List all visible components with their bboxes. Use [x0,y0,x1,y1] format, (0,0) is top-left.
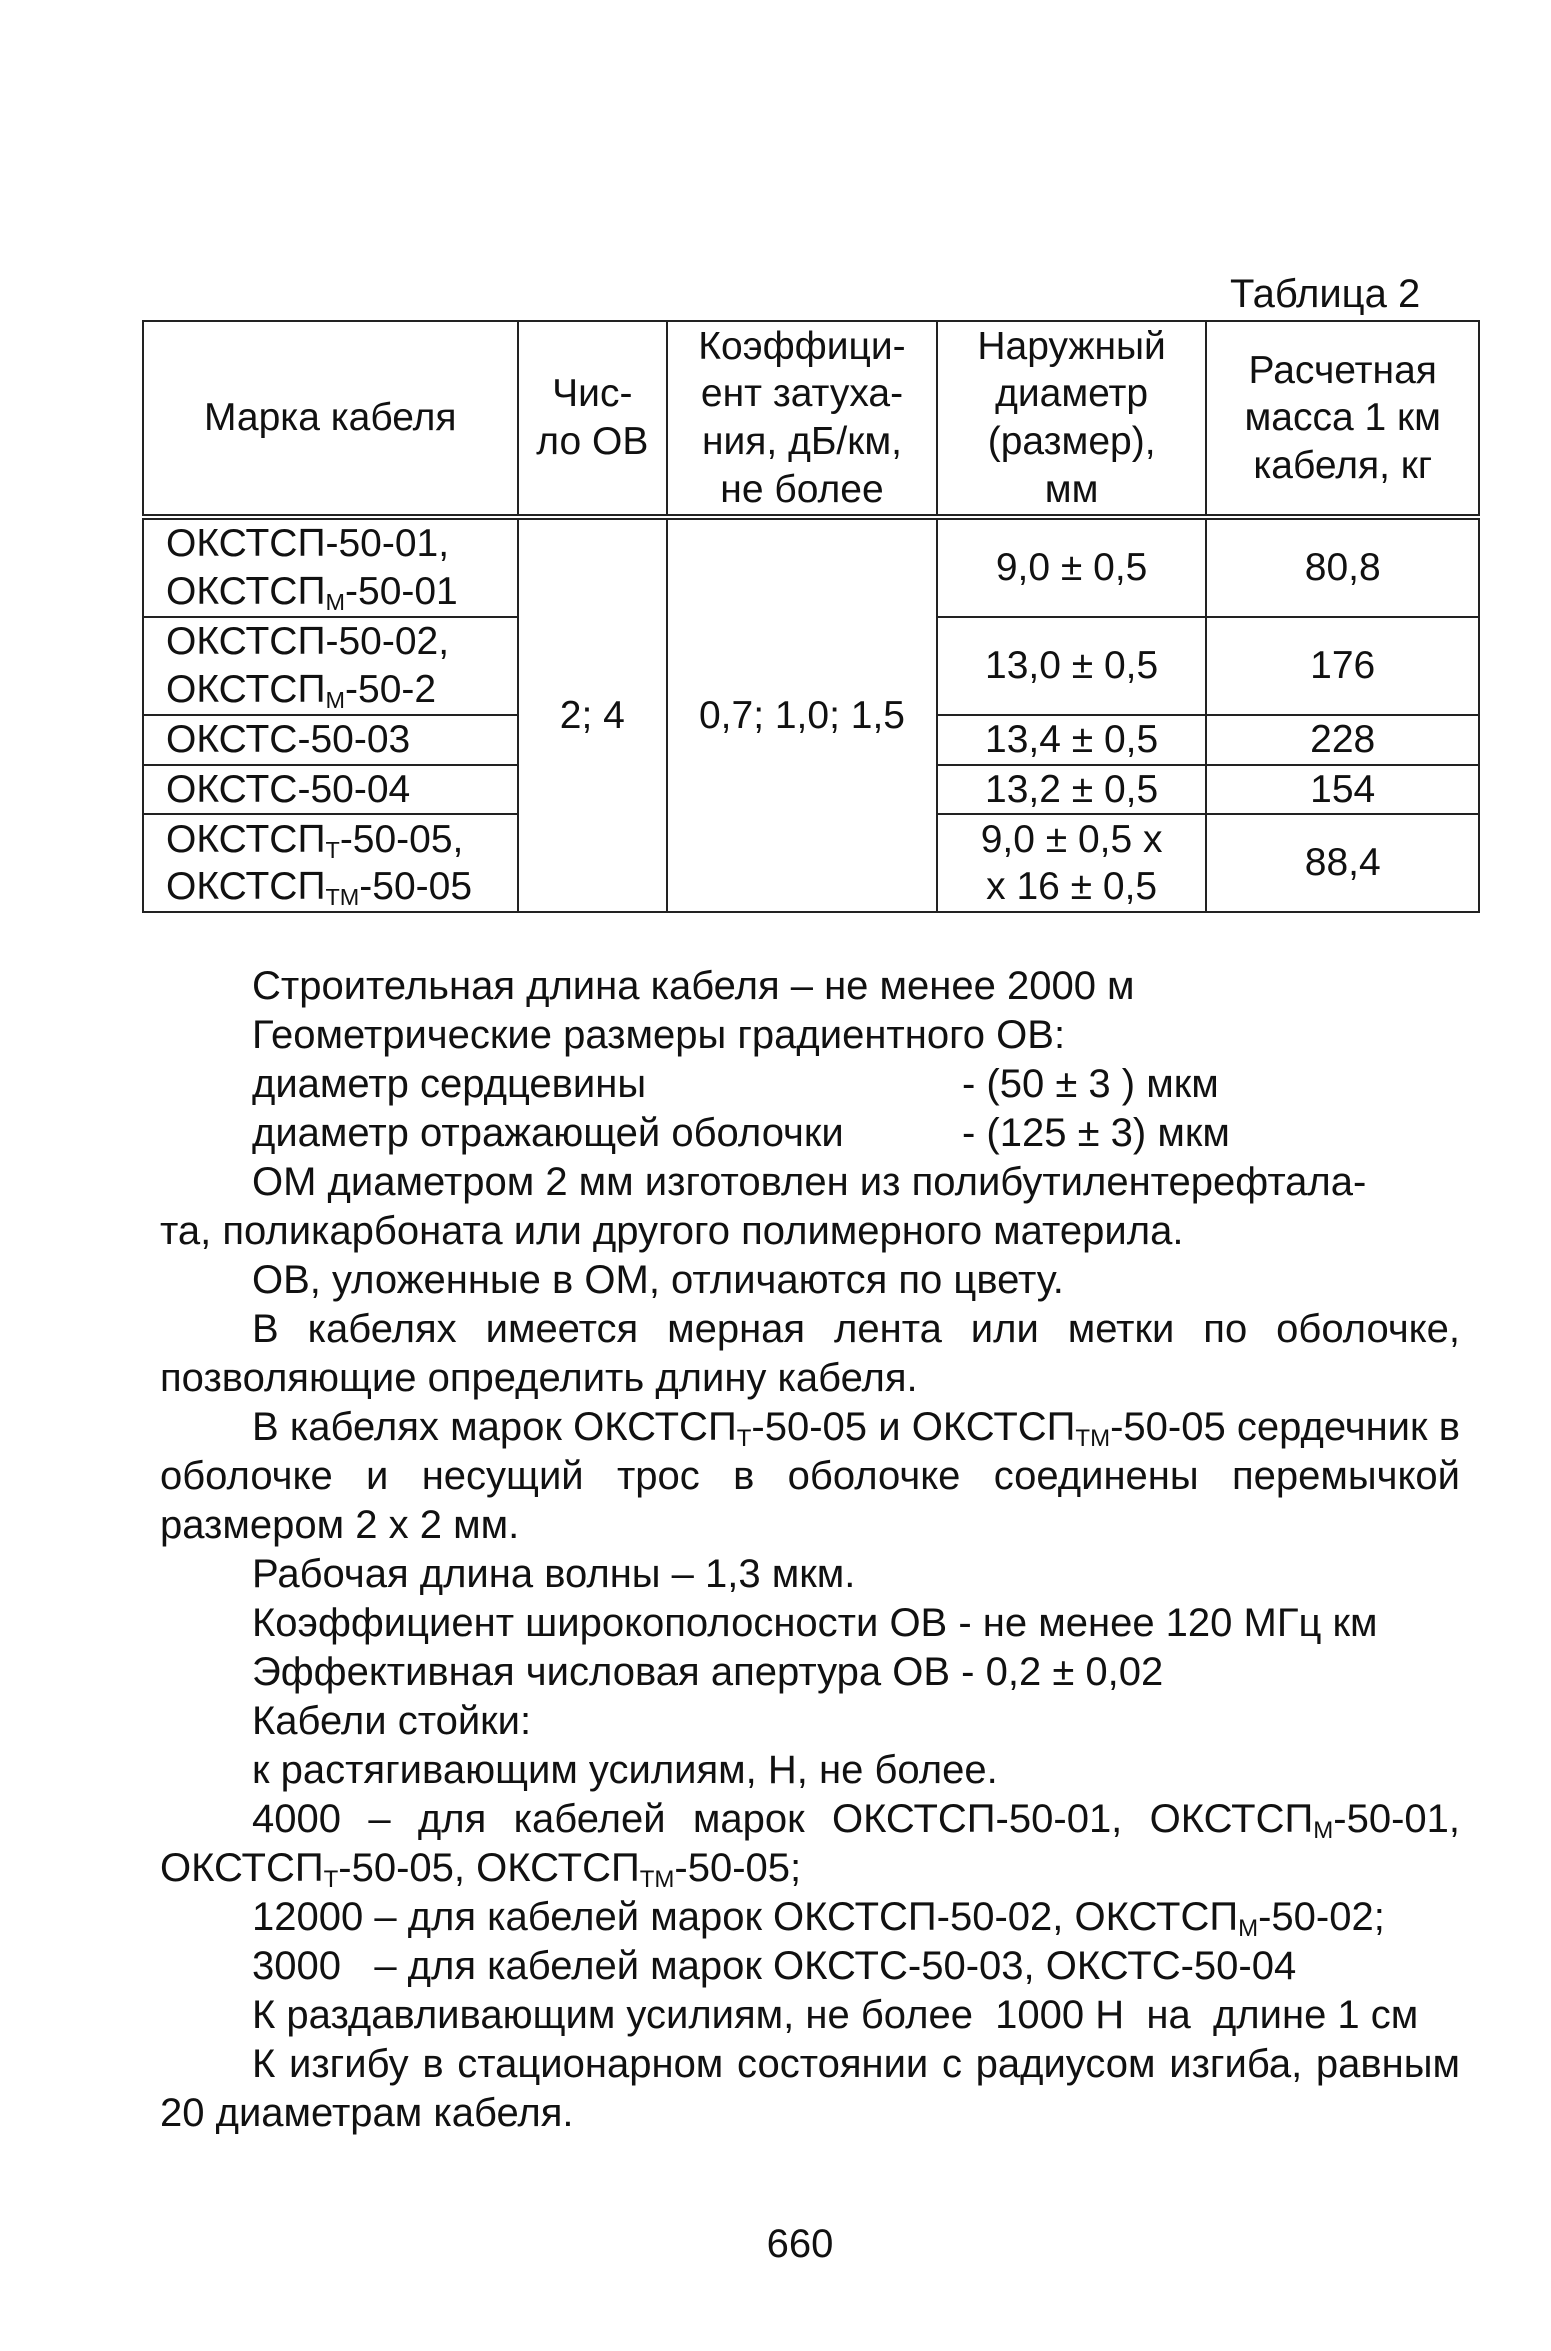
paragraph: Эффективная числовая апертура ОВ - 0,2 ± 0,02 [252,1650,1164,1694]
table-row [143,517,1479,617]
table-header-row [143,321,1479,517]
cell-mass: 176 [1206,617,1479,715]
cell-diameter: 13,4 ± 0,5 [937,715,1207,765]
paragraph: 3000 – для кабелей марок ОКСТС-50-03, ОКСТС-50-04 [252,1944,1297,1988]
header-mass: Расчетная масса 1 км кабеля, кг [1206,321,1479,517]
cell-mass: 228 [1206,715,1479,765]
cell-cable-mark: ОКСТС-50-04 [143,765,518,815]
cell-mass: 88,4 [1206,814,1479,912]
table-caption: Таблица 2 [1230,272,1421,316]
header-outer-diameter: Наружный диаметр (размер), мм [937,321,1207,517]
paragraph: К раздавливающим усилиям, не более 1000 Н на длине 1 см [252,1993,1419,2037]
page-number: 660 [766,2222,834,2266]
paragraph: Геометрические размеры градиентного ОВ: [252,1013,1066,1057]
cell-cable-mark: ОКСТС-50-03 [143,715,518,765]
cell-diameter: 9,0 ± 0,5 [937,517,1207,617]
cell-cable-mark: ОКСТСП-50-01, $ОКСТСП_М-50-01$ [143,517,518,617]
cell-mass: 80,8 [1206,517,1479,617]
paragraph: 12000 – для кабелей марок ОКСТСП-50-02, $ОКСТСП_М-50-02$; [252,1895,1385,1942]
paragraph: ОВ, уложенные в ОМ, отличаются по цвету. [252,1258,1064,1302]
paragraph: к растягивающим усилиям, Н, не более. [252,1748,998,1792]
dimension-value: - (50 ± 3 ) мкм [962,1062,1219,1106]
cell-fiber-count: 2; 4 [518,517,668,912]
dimension-line [160,1109,1460,1158]
cable-specs-table [142,320,1480,913]
paragraph: Строительная длина кабеля – не менее 2000 м [252,964,1135,1008]
cell-mass: 154 [1206,765,1479,815]
dimension-label: диаметр отражающей оболочки [252,1111,844,1155]
cell-diameter: 13,2 ± 0,5 [937,765,1207,815]
paragraph: Кабели стойки: [252,1699,532,1743]
paragraph: К изгибу в стационарном состоянии с радиусом изгиба, равным 20 диаметрам кабеля. [160,2042,1460,2135]
cell-diameter: 13,0 ± 0,5 [937,617,1207,715]
paragraph: В кабелях имеется мерная лента или метки по оболочке, позволяющие определить длину кабеля. [160,1307,1460,1400]
paragraph: ОМ диаметром 2 мм изготовлен из полибутилентерефтала- та, поликарбоната или другого полимерного материла. [160,1160,1367,1253]
cell-cable-mark: $ОКСТСП_Т-50-05$, $ОКСТСП_{ТМ}-50-05$ [143,814,518,912]
cell-attenuation: 0,7; 1,0; 1,5 [667,517,937,912]
body-text [160,962,1460,2138]
header-attenuation: Коэффици- ент затуха- ния, дБ/км, не более [667,321,937,517]
header-cable-mark: Марка кабеля [143,321,518,517]
cell-diameter: 9,0 ± 0,5 х х 16 ± 0,5 [937,814,1207,912]
paragraph: Коэффициент широкополосности ОВ - не менее 120 МГц км [252,1601,1378,1645]
cell-cable-mark: ОКСТСП-50-02, $ОКСТСП_М-50-2$ [143,617,518,715]
dimension-label: диаметр сердцевины [252,1062,647,1106]
paragraph: Рабочая длина волны – 1,3 мкм. [252,1552,856,1596]
header-fiber-count: Чис- ло ОВ [518,321,668,517]
dimension-value: - (125 ± 3) мкм [962,1111,1230,1155]
paragraph: В кабелях марок $ОКСТСП_Т-50-05$ и $ОКСТСП_{ТМ}-50-05$ сердечник в оболочке и несущий трос в оболочке соединены перемычкой размером 2 х 2 мм. [160,1405,1460,1547]
paragraph: 4000 – для кабелей марок ОКСТСП-50-01, $ОКСТСП_М-50-01$, $ОКСТСП_Т-50-05$, $ОКСТСП_{ТМ}-50-05$; [160,1797,1460,1893]
dimension-line [160,1060,1460,1109]
